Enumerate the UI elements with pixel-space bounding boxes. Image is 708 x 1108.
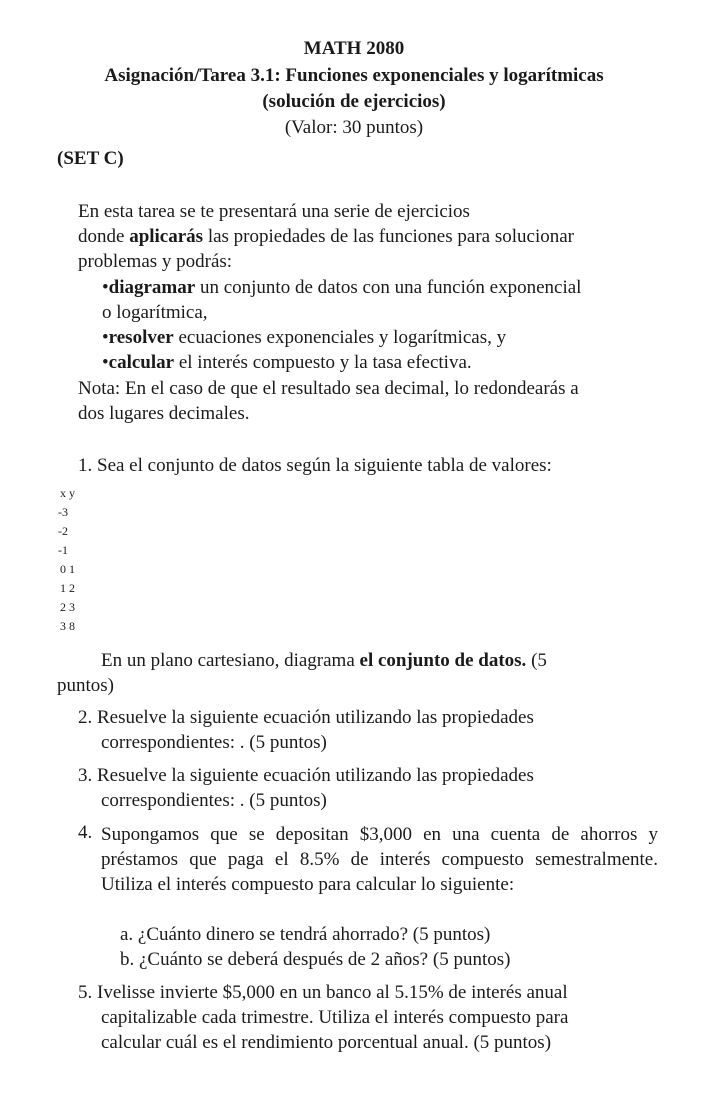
table-row: -3 [58, 505, 68, 519]
assignment-subtitle: (solución de ejercicios) [262, 91, 446, 112]
intro-line-2: donde aplicarás las propiedades de las funciones para solucionar [78, 226, 574, 247]
question-4a: a. ¿Cuánto dinero se tendrá ahorrado? (5 puntos) [120, 924, 491, 945]
table-row: -1 [58, 543, 68, 557]
question-4: Supongamos que se depositan $3,000 en una cuenta de ahorros y préstamos que paga el 8.5% de interés compuesto semestralmente. Utiliza el interés compuesto para calcular lo siguiente: [101, 824, 658, 895]
bullet-diagramar-cont: o logarítmica, [102, 302, 208, 323]
bullet-calcular: •calcular el interés compuesto y la tasa efectiva. [102, 352, 472, 373]
table-row: 0 1 [60, 562, 75, 576]
question-5: 5. Ivelisse invierte $5,000 en un banco al 5.15% de interés anual [78, 982, 568, 1003]
question-1: 1. Sea el conjunto de datos según la siguiente tabla de valores: [78, 455, 552, 476]
question-4-number: 4. [78, 822, 93, 843]
plot-instruction: En un plano cartesiano, diagrama el conjunto de datos. (5 [101, 650, 547, 671]
question-4b: b. ¿Cuánto se deberá después de 2 años? (5 puntos) [120, 949, 511, 970]
set-label: (SET C) [57, 148, 124, 169]
intro-line-1: En esta tarea se te presentará una serie de ejercicios [78, 201, 470, 222]
question-5-cont-1: capitalizable cada trimestre. Utiliza el interés compuesto para [101, 1007, 569, 1028]
assignment-title: Asignación/Tarea 3.1: Funciones exponenciales y logarítmicas [104, 65, 604, 86]
question-2: 2. Resuelve la siguiente ecuación utilizando las propiedades [78, 707, 534, 728]
intro-line-3: problemas y podrás: [78, 251, 233, 272]
question-5-cont-2: calcular cuál es el rendimiento porcentual anual. (5 puntos) [101, 1032, 552, 1053]
table-row: 2 3 [60, 600, 75, 614]
course-code: MATH 2080 [303, 38, 405, 59]
question-2-cont: correspondientes: . (5 puntos) [101, 732, 327, 753]
note-line-2: dos lugares decimales. [78, 403, 250, 424]
bullet-diagramar: •diagramar un conjunto de datos con una función exponencial [102, 277, 582, 298]
bullet-resolver: •resolver ecuaciones exponenciales y logarítmicas, y [102, 327, 507, 348]
table-row: x y [60, 486, 75, 500]
assignment-value: (Valor: 30 puntos) [284, 117, 424, 138]
question-3-cont: correspondientes: . (5 puntos) [101, 790, 327, 811]
question-3: 3. Resuelve la siguiente ecuación utilizando las propiedades [78, 765, 534, 786]
table-row: 3 8 [60, 619, 75, 633]
table-row: 1 2 [60, 581, 75, 595]
table-row: -2 [58, 524, 68, 538]
note-line-1: Nota: En el caso de que el resultado sea decimal, lo redondearás a [78, 378, 579, 399]
plot-instruction-cont: puntos) [57, 675, 114, 696]
